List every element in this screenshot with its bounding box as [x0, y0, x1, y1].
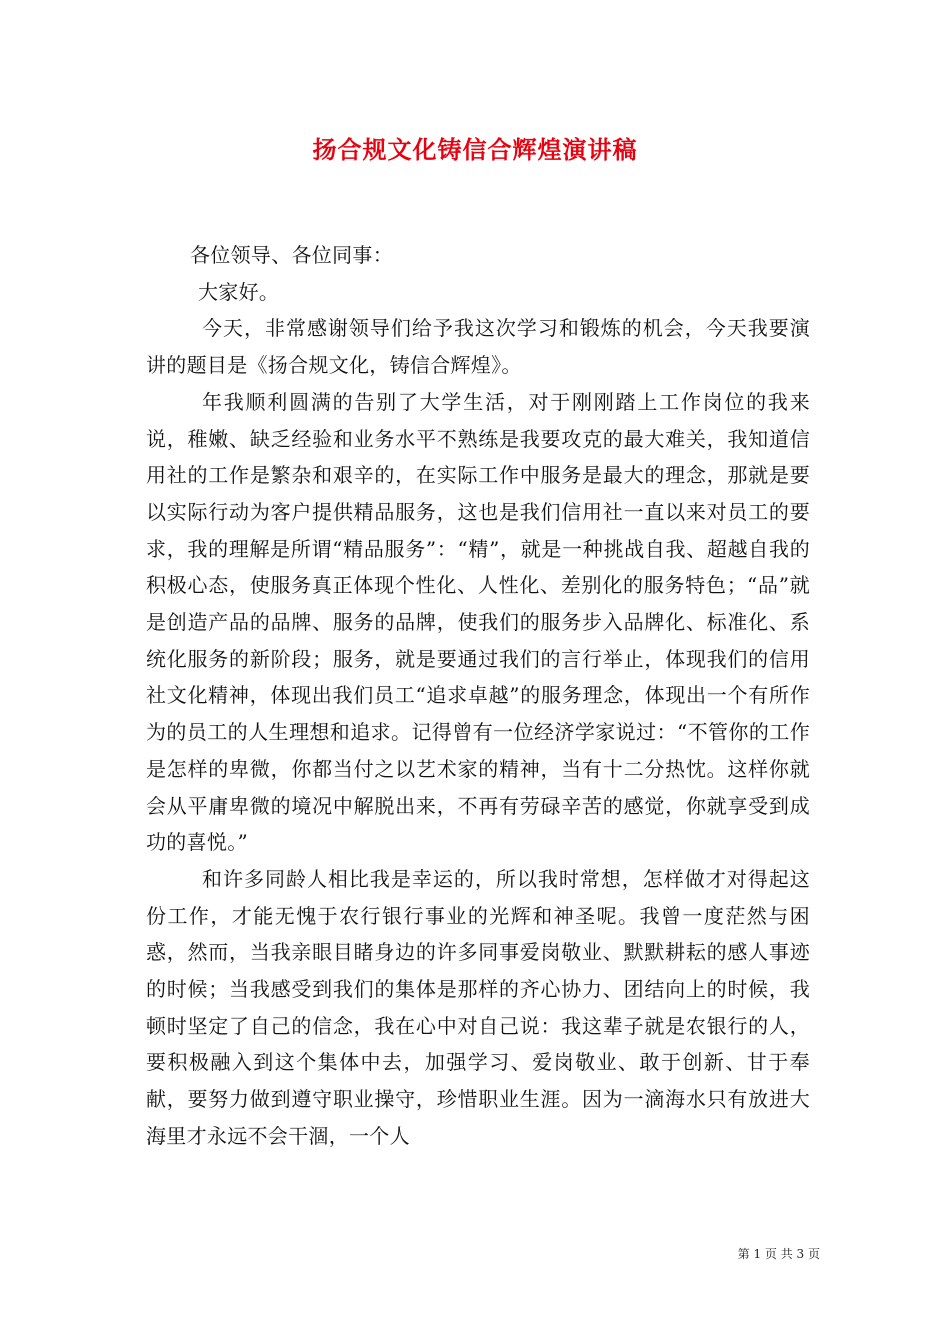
- body-paragraph: 今天，非常感谢领导们给予我这次学习和锻炼的机会，今天我要演讲的题目是《扬合规文化，铸信合辉煌》。: [146, 316, 810, 378]
- greeting-paragraph: 大家好。: [198, 279, 280, 304]
- body-paragraph: 和许多同龄人相比我是幸运的，所以我时常想，怎样做才对得起这份工作，才能无愧于农行银行事业的光辉和神圣呢。我曾一度茫然与困惑，然而，当我亲眼目睹身边的许多同事爱岗敬业、默默耕耘的感人事迹的时候；当我感受到我们的集体是那样的齐心协力、团结向上的时候，我顿时坚定了自己的信念，我在心中对自己说：我这辈子就是农银行的人，要积极融入到这个集体中去，加强学习、爱岗敬业、敢于创新、甘于奉献，要努力做到遵守职业操守，珍惜职业生涯。因为一滴海水只有放进大海里才永远不会干涸，一个人: [146, 866, 810, 1148]
- page-number: 第 1 页 共 3 页: [737, 1247, 820, 1261]
- document-body: [146, 237, 810, 1155]
- body-paragraph: 年我顺利圆满的告别了大学生活，对于刚刚踏上工作岗位的我来说，稚嫩、缺乏经验和业务水平不熟练是我要攻克的最大难关，我知道信用社的工作是繁杂和艰辛的，在实际工作中服务是最大的理念，那就是要以实际行动为客户提供精品服务，这也是我们信用社一直以来对员工的要求，我的理解是所谓“精品服务”：“精”，就是一种挑战自我、超越自我的积极心态，使服务真正体现个性化、人性化、差别化的服务特色；“品”就是创造产品的品牌、服务的品牌，使我们的服务步入品牌化、标准化、系统化服务的新阶段；服务，就是要通过我们的言行举止，体现我们的信用社文化精神，体现出我们员工“追求卓越”的服务理念，体现出一个有所作为的员工的人生理想和追求。记得曾有一位经济学家说过：“不管你的工作是怎样的卑微，你都当付之以艺术家的精神，当有十二分热忱。这样你就会从平庸卑微的境况中解脱出来，不再有劳碌辛苦的感觉，你就享受到成功的喜悦。”: [146, 389, 810, 855]
- salutation-paragraph: 各位领导、各位同事：: [190, 243, 393, 267]
- document-title: 扬合规文化铸信合辉煌演讲稿: [312, 135, 638, 164]
